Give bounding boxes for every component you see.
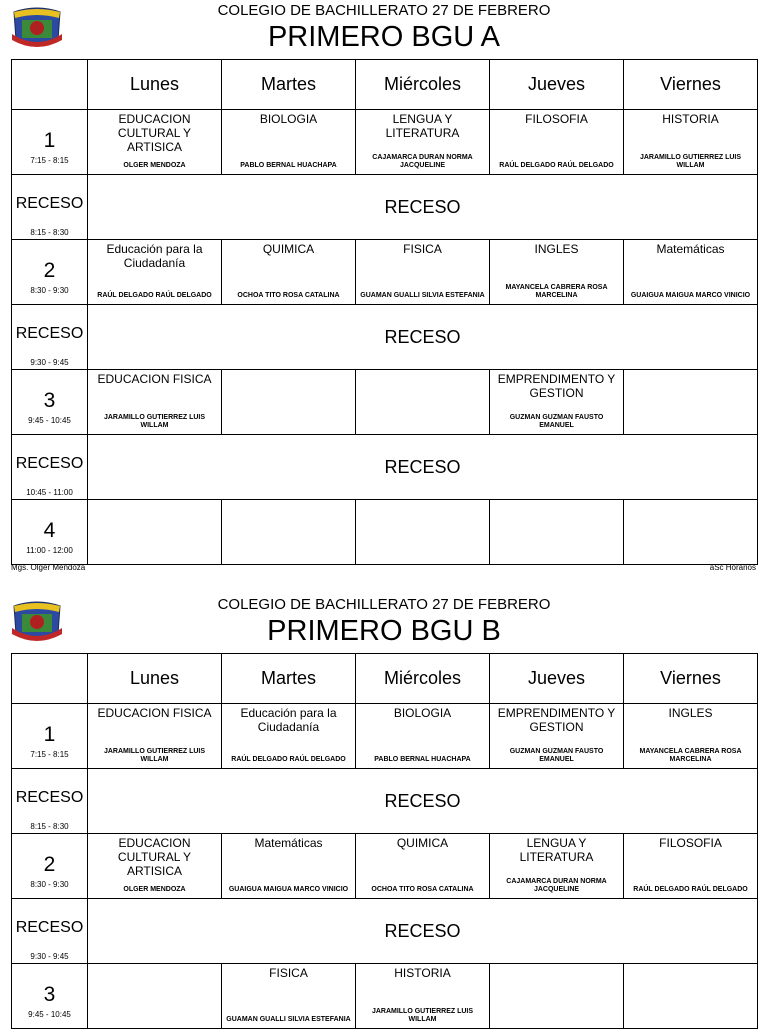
recess-time: 8:15 - 8:30 xyxy=(30,822,69,831)
lesson-cell xyxy=(222,240,356,305)
lesson-cell xyxy=(624,704,758,769)
period-number: 2 xyxy=(43,853,56,876)
recess-time: 8:15 - 8:30 xyxy=(30,228,69,237)
lesson-cell xyxy=(624,370,758,435)
period-time: 7:15 - 8:15 xyxy=(30,156,69,165)
period-time: 9:45 - 10:45 xyxy=(28,1010,71,1019)
day-header: Viernes xyxy=(624,60,758,110)
subject-name: EMPRENDIMENTO Y GESTION xyxy=(497,706,616,734)
teacher-name: RAÚL DELGADO RAÚL DELGADO xyxy=(499,162,614,169)
lesson-cell xyxy=(356,834,490,899)
day-header: Jueves xyxy=(490,654,624,704)
lesson-cell xyxy=(88,834,222,899)
lesson-cell xyxy=(624,240,758,305)
period-time: 11:00 - 12:00 xyxy=(26,546,73,555)
recess-row xyxy=(12,305,758,370)
subject-name: Matemáticas xyxy=(656,242,725,256)
teacher-name: GUZMAN GUZMAN FAUSTO EMANUEL xyxy=(509,748,604,763)
lesson-cell xyxy=(356,964,490,1029)
period-number: 2 xyxy=(43,259,56,282)
recess-label: RECESO xyxy=(15,455,84,472)
subject-name: EDUCACION CULTURAL Y ARTISICA xyxy=(117,112,192,154)
teacher-name: RAÚL DELGADO RAÚL DELGADO xyxy=(231,756,346,763)
teacher-name: OCHOA TITO ROSA CATALINA xyxy=(237,292,340,299)
class-title: PRIMERO BGU B xyxy=(267,615,501,647)
subject-name: HISTORIA xyxy=(394,966,451,980)
teacher-name: MAYANCELA CABRERA ROSA MARCELINA xyxy=(505,284,608,299)
day-header: Martes xyxy=(222,60,356,110)
teacher-name: RAÚL DELGADO RAÚL DELGADO xyxy=(97,292,212,299)
teacher-name: OLGER MENDOZA xyxy=(123,162,186,169)
subject-name: Educación para la Ciudadanía xyxy=(240,706,337,734)
subject-name: BIOLOGIA xyxy=(259,112,318,126)
period-cell xyxy=(12,964,88,1029)
period-row xyxy=(12,500,758,565)
recess-label-cell xyxy=(12,769,88,834)
recess-span: RECESO xyxy=(88,769,758,834)
lesson-cell xyxy=(490,834,624,899)
teacher-name: PABLO BERNAL HUACHAPA xyxy=(374,756,471,763)
recess-time: 10:45 - 11:00 xyxy=(26,488,73,497)
day-header: Miércoles xyxy=(356,654,490,704)
day-header: Viernes xyxy=(624,654,758,704)
schedule-table xyxy=(11,59,758,565)
teacher-name: JARAMILLO GUTIERREZ LUIS WILLAM xyxy=(639,154,742,169)
subject-name: HISTORIA xyxy=(662,112,719,126)
lesson-cell xyxy=(356,500,490,565)
subject-name: QUIMICA xyxy=(396,836,449,850)
lesson-cell xyxy=(356,240,490,305)
teacher-name: OLGER MENDOZA xyxy=(123,886,186,893)
lesson-cell xyxy=(88,964,222,1029)
lesson-cell xyxy=(490,370,624,435)
teacher-name: PABLO BERNAL HUACHAPA xyxy=(240,162,337,169)
period-time: 8:30 - 9:30 xyxy=(30,286,69,295)
corner-cell xyxy=(12,60,88,110)
recess-row xyxy=(12,769,758,834)
subject-name: INGLES xyxy=(668,706,713,720)
lesson-cell xyxy=(222,500,356,565)
subject-name: QUIMICA xyxy=(262,242,315,256)
day-header: Lunes xyxy=(88,60,222,110)
recess-span: RECESO xyxy=(88,899,758,964)
period-cell xyxy=(12,834,88,899)
lesson-cell xyxy=(222,834,356,899)
recess-span: RECESO xyxy=(88,435,758,500)
class-title: PRIMERO BGU A xyxy=(267,21,501,53)
teacher-name: JARAMILLO GUTIERREZ LUIS WILLAM xyxy=(103,748,206,763)
lesson-cell xyxy=(88,500,222,565)
teacher-name: JARAMILLO GUTIERREZ LUIS WILLAM xyxy=(371,1008,474,1023)
period-row xyxy=(12,370,758,435)
recess-label-cell xyxy=(12,305,88,370)
recess-span: RECESO xyxy=(88,305,758,370)
days-header-row xyxy=(12,654,758,704)
lesson-cell xyxy=(356,704,490,769)
school-name: COLEGIO DE BACHILLERATO 27 DE FEBRERO xyxy=(217,2,551,19)
recess-time: 9:30 - 9:45 xyxy=(30,358,69,367)
recess-label: RECESO xyxy=(15,789,84,806)
lesson-cell xyxy=(88,704,222,769)
period-row xyxy=(12,240,758,305)
lesson-cell xyxy=(624,110,758,175)
subject-name: Educación para la Ciudadanía xyxy=(106,242,203,270)
subject-name: INGLES xyxy=(534,242,579,256)
period-cell xyxy=(12,500,88,565)
teacher-name: JARAMILLO GUTIERREZ LUIS WILLAM xyxy=(103,414,206,429)
recess-label-cell xyxy=(12,435,88,500)
lesson-cell xyxy=(624,500,758,565)
footer-author: Mgs. Olger Mendoza xyxy=(11,563,86,572)
lesson-cell xyxy=(222,964,356,1029)
period-row xyxy=(12,110,758,175)
lesson-cell xyxy=(490,500,624,565)
teacher-name: GUAIGUA MAIGUA MARCO VINICIO xyxy=(630,292,751,299)
subject-name: LENGUA Y LITERATURA xyxy=(519,836,594,864)
day-header: Lunes xyxy=(88,654,222,704)
recess-row xyxy=(12,435,758,500)
school-name: COLEGIO DE BACHILLERATO 27 DE FEBRERO xyxy=(217,596,551,613)
recess-label: RECESO xyxy=(15,919,84,936)
period-number: 3 xyxy=(43,389,56,412)
lesson-cell xyxy=(356,370,490,435)
lesson-cell xyxy=(490,704,624,769)
teacher-name: OCHOA TITO ROSA CATALINA xyxy=(371,886,474,893)
teacher-name: GUAIGUA MAIGUA MARCO VINICIO xyxy=(228,886,349,893)
teacher-name: GUZMAN GUZMAN FAUSTO EMANUEL xyxy=(509,414,604,429)
recess-span: RECESO xyxy=(88,175,758,240)
teacher-name: CAJAMARCA DURAN NORMA JACQUELINE xyxy=(372,154,473,169)
lesson-cell xyxy=(222,370,356,435)
recess-label: RECESO xyxy=(15,325,84,342)
teacher-name: GUAMAN GUALLI SILVIA ESTEFANIA xyxy=(360,292,485,299)
period-number: 3 xyxy=(43,983,56,1006)
lesson-cell xyxy=(624,964,758,1029)
period-row xyxy=(12,964,758,1029)
day-header: Martes xyxy=(222,654,356,704)
recess-row xyxy=(12,175,758,240)
recess-label: RECESO xyxy=(15,195,84,212)
lesson-cell xyxy=(222,704,356,769)
lesson-cell xyxy=(88,110,222,175)
teacher-name: MAYANCELA CABRERA ROSA MARCELINA xyxy=(639,748,742,763)
period-cell xyxy=(12,240,88,305)
subject-name: LENGUA Y LITERATURA xyxy=(385,112,460,140)
lesson-cell xyxy=(88,240,222,305)
period-cell xyxy=(12,370,88,435)
lesson-cell xyxy=(624,834,758,899)
lesson-cell xyxy=(490,240,624,305)
period-cell xyxy=(12,704,88,769)
lesson-cell xyxy=(88,370,222,435)
subject-name: EDUCACION FISICA xyxy=(97,706,212,720)
recess-row xyxy=(12,899,758,964)
period-row xyxy=(12,834,758,899)
period-row xyxy=(12,704,758,769)
subject-name: EMPRENDIMENTO Y GESTION xyxy=(497,372,616,400)
teacher-name: CAJAMARCA DURAN NORMA JACQUELINE xyxy=(506,878,607,893)
subject-name: FISICA xyxy=(269,966,308,980)
lesson-cell xyxy=(490,110,624,175)
subject-name: FISICA xyxy=(403,242,442,256)
teacher-name: RAÚL DELGADO RAÚL DELGADO xyxy=(633,886,748,893)
period-time: 7:15 - 8:15 xyxy=(30,750,69,759)
recess-time: 9:30 - 9:45 xyxy=(30,952,69,961)
days-header-row xyxy=(12,60,758,110)
period-time: 8:30 - 9:30 xyxy=(30,880,69,889)
teacher-name: GUAMAN GUALLI SILVIA ESTEFANIA xyxy=(226,1016,351,1023)
period-cell xyxy=(12,110,88,175)
subject-name: EDUCACION FISICA xyxy=(97,372,212,386)
schedule-table xyxy=(11,653,758,1029)
period-number: 1 xyxy=(43,129,56,152)
subject-name: BIOLOGIA xyxy=(393,706,452,720)
recess-label-cell xyxy=(12,899,88,964)
corner-cell xyxy=(12,654,88,704)
recess-label-cell xyxy=(12,175,88,240)
day-header: Miércoles xyxy=(356,60,490,110)
day-header: Jueves xyxy=(490,60,624,110)
subject-name: EDUCACION CULTURAL Y ARTISICA xyxy=(117,836,192,878)
period-number: 1 xyxy=(43,723,56,746)
period-number: 4 xyxy=(43,519,56,542)
footer-software: aSc Horarios xyxy=(709,563,756,572)
lesson-cell xyxy=(356,110,490,175)
lesson-cell xyxy=(222,110,356,175)
subject-name: FILOSOFIA xyxy=(525,112,588,126)
lesson-cell xyxy=(490,964,624,1029)
period-time: 9:45 - 10:45 xyxy=(28,416,71,425)
subject-name: FILOSOFIA xyxy=(659,836,722,850)
subject-name: Matemáticas xyxy=(254,836,323,850)
